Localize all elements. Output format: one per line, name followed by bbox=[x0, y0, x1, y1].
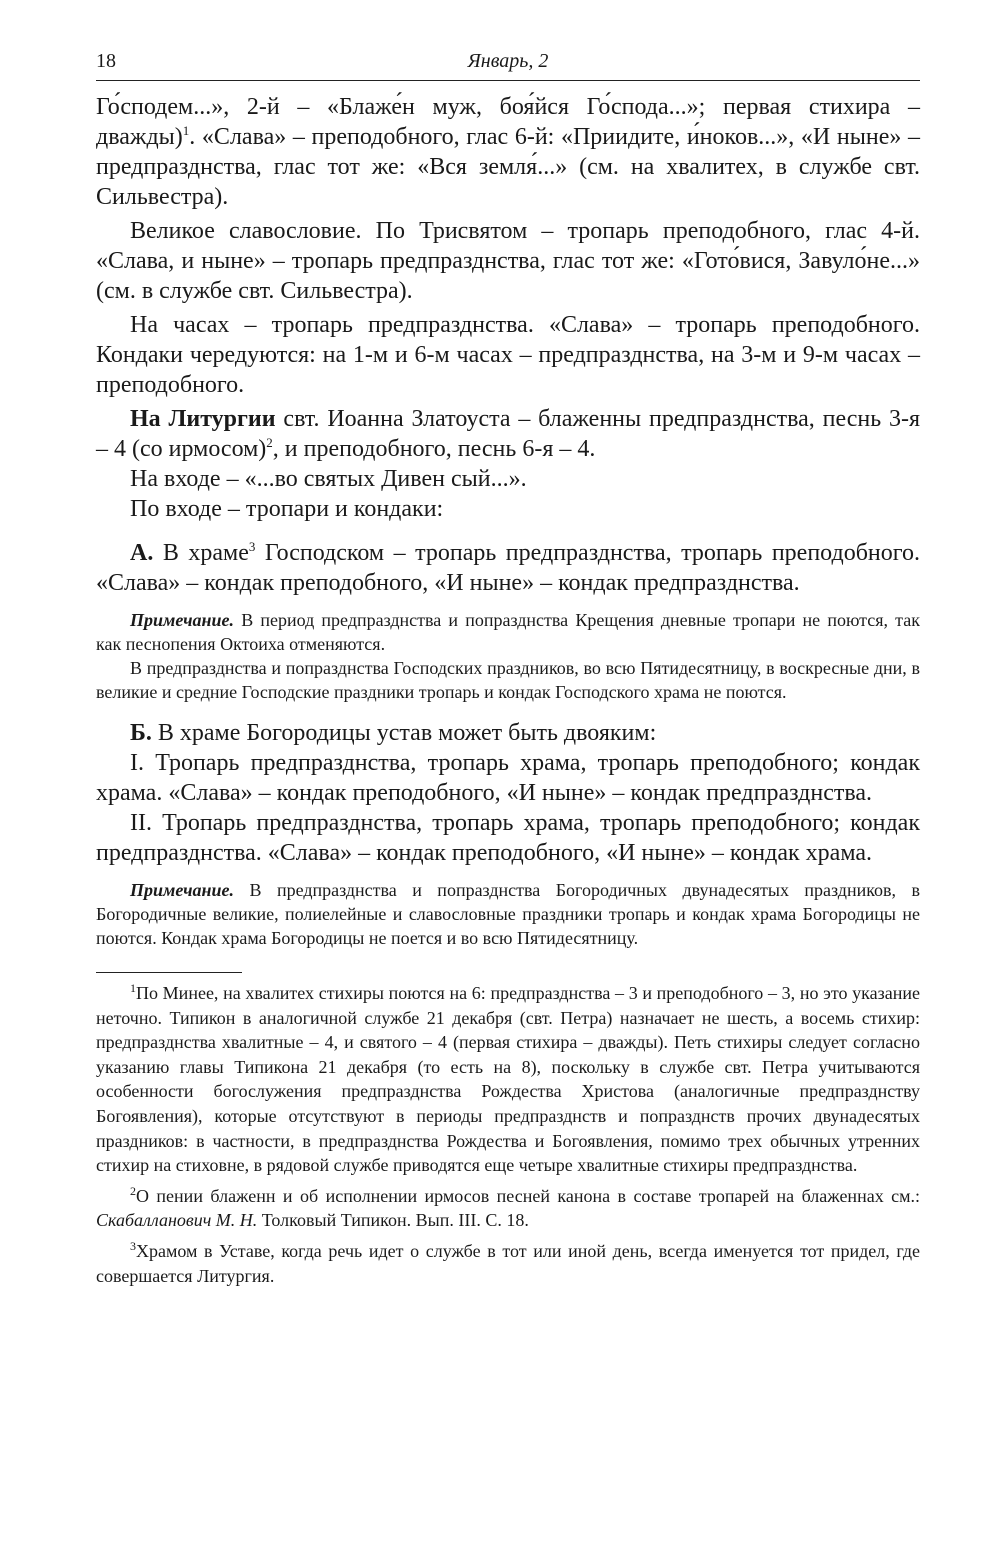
paragraph: Го́сподем...», 2-й – «Блаже́н муж, боя́йся Го́спода...»; первая стихира – дважды)$^1$. «Слава» – преподобного, глас 6-й: «Приидите, и́ноков...», «И ныне» – предпразднства, глас тот же: «Вся земля́...» (см. на хвалитех, в службе свт. Сильвестра). bbox=[96, 94, 920, 210]
paragraph: II. Тропарь предпразднства, тропарь храма, тропарь преподобного; кондак предпразднства. «Слава» – кондак преподобного, «И ныне» – кондак храма. bbox=[96, 810, 920, 866]
section-label: Б. bbox=[130, 720, 152, 746]
note: Примечание. В период предпразднства и попразднства Крещения дневные тропари не поются, так как песнопения Октоиха отменяются. bbox=[96, 610, 920, 654]
footnote-mark: 3 bbox=[130, 1238, 136, 1253]
note: В предпразднства и попразднства Господских праздников, во всю Пятидесятницу, в воскресные дни, в великие и средние Господские праздники тропарь и кондак Господского храма не поются. bbox=[96, 658, 920, 702]
paragraph: На часах – тропарь предпразднства. «Слава» – тропарь преподобного. Кондаки чередуются: на 1-м и 6-м часах – предпразднства, на 3-м и 9-м часах – преподобного. bbox=[96, 312, 920, 398]
section-b: Б. В храме Богородицы устав может быть двояким: bbox=[130, 720, 657, 746]
note-label: Примечание. bbox=[130, 610, 235, 630]
footnote: $^1$По Минее, на хвалитех стихиры поются на 6: предпразднства – 3 и преподобного – 3, но это указание неточно. Типикон в аналогичной службе 21 декабря (свт. Петра) назначает не шесть, а восемь стихир: предпразднства хвалитные – 4, и святого – 4 (первая стихира – дважды). Петь стихиры следует согласно указанию главы Типикона 21 декабря (то есть на 8), поскольку в службе свт. Петра учитываются особенности богослужения предпразднства Рождества Христова (аналогичные предпразднству Богоявления), которые отсутствуют в периоды предпразднств и попразднств прочих двунадесятых праздников: в частности, в предпразднства Рождества и Богоявления, помимо трех обычных утренних стихир на стиховне, в рядовой службе приводятся еще четыре хвалитные стихиры предпразднства. bbox=[96, 981, 920, 1176]
note: Примечание. В предпразднства и попразднства Богородичных двунадесятых праздников, в Богородичные великие, полиелейные и славословные праздники тропарь и кондак храма Богородицы не поются. Кондак храма Богородицы не поется и во всю Пятидесятницу. bbox=[96, 880, 920, 948]
page-number: 18 bbox=[96, 50, 116, 72]
footnote-separator bbox=[96, 972, 242, 973]
page-body bbox=[96, 92, 920, 1288]
running-title: Январь, 2 bbox=[467, 50, 549, 72]
footnote-mark: 1 bbox=[130, 981, 136, 995]
footnote-mark: 2 bbox=[130, 1183, 136, 1198]
paragraph: На входе – «...во святых Дивен сый...». bbox=[130, 466, 527, 492]
section-label: А. bbox=[130, 540, 154, 566]
footnote: $^3$Храмом в Уставе, когда речь идет о службе в тот или иной день, всегда именуется тот придел, где совершается Литургия. bbox=[96, 1238, 920, 1286]
author-name: Скабалланович М. Н. bbox=[96, 1210, 258, 1231]
running-header bbox=[96, 46, 920, 81]
note-label: Примечание. bbox=[130, 880, 235, 900]
footnote: $^2$О пении блаженн и об исполнении ирмосов песней канона в составе тропарей на блаженнах см.: Скабалланович М. Н. Толковый Типикон. Вып. III. С. 18. bbox=[96, 1183, 920, 1231]
paragraph: Великое славословие. По Трисвятом – тропарь преподобного, глас 4-й. «Слава, и ныне» – тропарь предпразднства, глас тот же: «Гото́вися, Завуло́не...» (см. в службе свт. Сильвестра). bbox=[96, 218, 920, 304]
section-a: А. В храме$^3$ Господском – тропарь предпразднства, тропарь преподобного. «Слава» – кондак преподобного, «И ныне» – кондак предпразднства. bbox=[96, 539, 920, 596]
paragraph: I. Тропарь предпразднства, тропарь храма, тропарь преподобного; кондак храма. «Слава» – кондак преподобного, «И ныне» – кондак предпразднства. bbox=[96, 750, 920, 806]
footnote-ref: 1 bbox=[182, 123, 190, 138]
footnote-ref: 2 bbox=[266, 435, 273, 450]
paragraph: На Литургии свт. Иоанна Златоуста – блаженны предпразднства, песнь 3-я – 4 (со ирмосом)$^2$, и преподобного, песнь 6-я – 4. bbox=[96, 406, 920, 462]
paragraph: По входе – тропари и кондаки: bbox=[130, 496, 444, 522]
bold-lead: На Литургии bbox=[130, 406, 276, 432]
footnote-ref: 3 bbox=[248, 539, 256, 554]
